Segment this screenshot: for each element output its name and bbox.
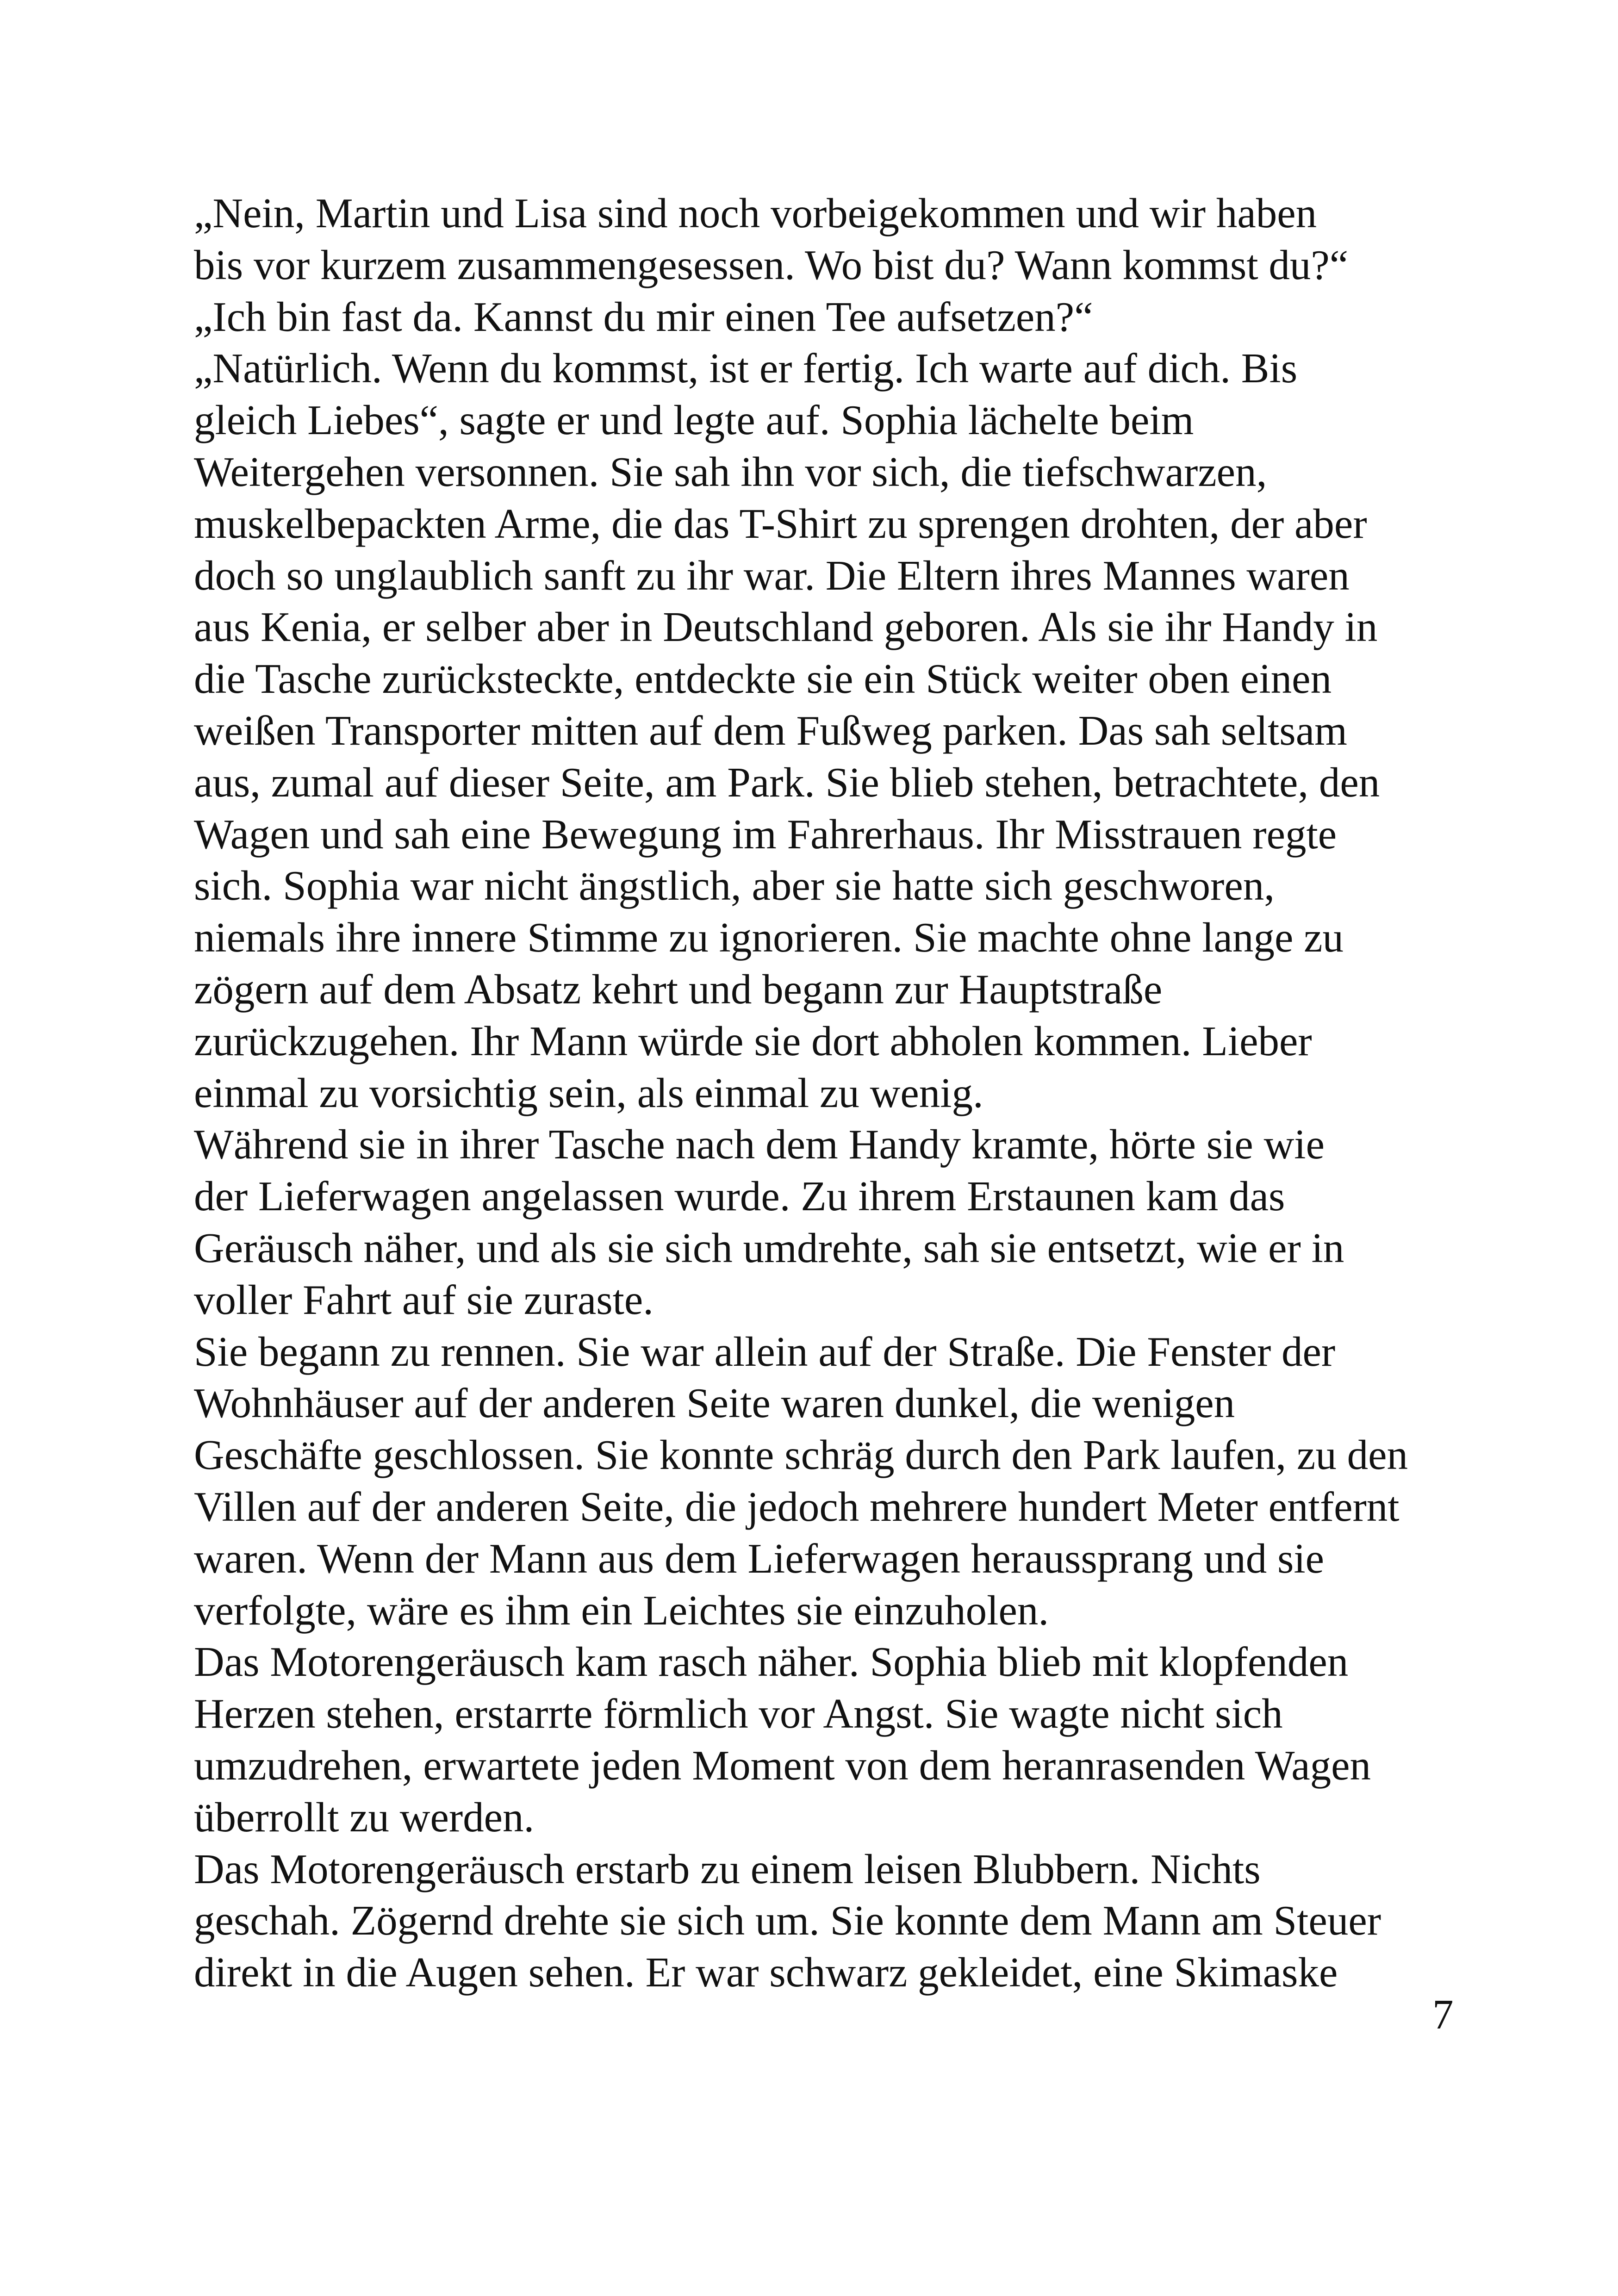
- text-line: Wohnhäuser auf der anderen Seite waren dunkel, die wenigen: [194, 1380, 1235, 1427]
- text-line: einmal zu vorsichtig sein, als einmal zu wenig.: [194, 1069, 983, 1116]
- text-line: überrollt zu werden.: [194, 1793, 535, 1841]
- text-line: „Nein, Martin und Lisa sind noch vorbeigekommen und wir haben: [194, 190, 1317, 236]
- text-line: Wagen und sah eine Bewegung im Fahrerhaus. Ihr Misstrauen regte: [194, 810, 1337, 858]
- text-line: sich. Sophia war nicht ängstlich, aber sie hatte sich geschworen,: [194, 862, 1275, 909]
- text-line: der Lieferwagen angelassen wurde. Zu ihrem Erstaunen kam das: [194, 1173, 1285, 1220]
- text-line: Geräusch näher, und als sie sich umdrehte, sah sie entsetzt, wie er in: [194, 1224, 1344, 1271]
- text-line: „Natürlich. Wenn du kommst, ist er fertig. Ich warte auf dich. Bis: [194, 345, 1298, 392]
- text-line: Das Motorengeräusch kam rasch näher. Sophia blieb mit klopfenden: [194, 1638, 1349, 1686]
- page-body: [141, 187, 1486, 1998]
- text-line: Herzen stehen, erstarrte förmlich vor Angst. Sie wagte nicht sich: [194, 1690, 1283, 1737]
- text-line: verfolgte, wäre es ihm ein Leichtes sie einzuholen.: [194, 1587, 1049, 1634]
- text-line: bis vor kurzem zusammengesessen. Wo bist du? Wann kommst du?“: [194, 241, 1349, 288]
- text-line: umzudrehen, erwartete jeden Moment von dem heranrasenden Wagen: [194, 1742, 1371, 1789]
- text-line: voller Fahrt auf sie zuraste.: [194, 1276, 654, 1323]
- text-line: Geschäfte geschlossen. Sie konnte schräg durch den Park laufen, zu den: [194, 1431, 1408, 1479]
- text-line: Sie begann zu rennen. Sie war allein auf der Straße. Die Fenster der: [194, 1328, 1336, 1375]
- text-line: Villen auf der anderen Seite, die jedoch mehrere hundert Meter entfernt: [194, 1483, 1400, 1530]
- paragraph: [141, 1326, 1486, 1636]
- text-line: die Tasche zurücksteckte, entdeckte sie ein Stück weiter oben einen: [194, 655, 1332, 703]
- paragraph: [141, 1843, 1486, 1998]
- text-line: gleich Liebes“, sagte er und legte auf. Sophia lächelte beim: [194, 397, 1194, 444]
- text-line: zurückzugehen. Ihr Mann würde sie dort abholen kommen. Lieber: [194, 1017, 1312, 1064]
- text-line: muskelbepackten Arme, die das T-Shirt zu sprengen drohten, der aber: [194, 500, 1367, 547]
- paragraph: [141, 342, 1486, 1119]
- text-line: Während sie in ihrer Tasche nach dem Handy kramte, hörte sie wie: [194, 1121, 1325, 1168]
- text-line: zögern auf dem Absatz kehrt und begann zur Hauptstraße: [194, 965, 1163, 1013]
- paragraph: [141, 1119, 1486, 1325]
- text-line: Das Motorengeräusch erstarb zu einem leisen Blubbern. Nichts: [194, 1845, 1261, 1892]
- text-line: niemals ihre innere Stimme zu ignorieren. Sie machte ohne lange zu: [194, 914, 1344, 961]
- text-line: direkt in die Augen sehen. Er war schwarz gekleidet, eine Skimaske: [194, 1949, 1338, 1996]
- text-line: doch so unglaublich sanft zu ihr war. Die Eltern ihres Mannes waren: [194, 552, 1350, 599]
- text-line: „Ich bin fast da. Kannst du mir einen Tee aufsetzen?“: [194, 293, 1093, 340]
- text-line: geschah. Zögernd drehte sie sich um. Sie konnte dem Mann am Steuer: [194, 1897, 1382, 1944]
- text-line: waren. Wenn der Mann aus dem Lieferwagen heraussprang und sie: [194, 1535, 1325, 1582]
- paragraph: [141, 187, 1486, 291]
- paragraph: [141, 1636, 1486, 1843]
- text-line: weißen Transporter mitten auf dem Fußweg parken. Das sah seltsam: [194, 707, 1347, 754]
- page-number: 7: [1432, 1991, 1454, 2038]
- text-line: aus Kenia, er selber aber in Deutschland geboren. Als sie ihr Handy in: [194, 604, 1378, 651]
- paragraph: [141, 291, 1486, 343]
- text-line: Weitergehen versonnen. Sie sah ihn vor sich, die tiefschwarzen,: [194, 448, 1267, 495]
- text-line: aus, zumal auf dieser Seite, am Park. Sie blieb stehen, betrachtete, den: [194, 759, 1380, 806]
